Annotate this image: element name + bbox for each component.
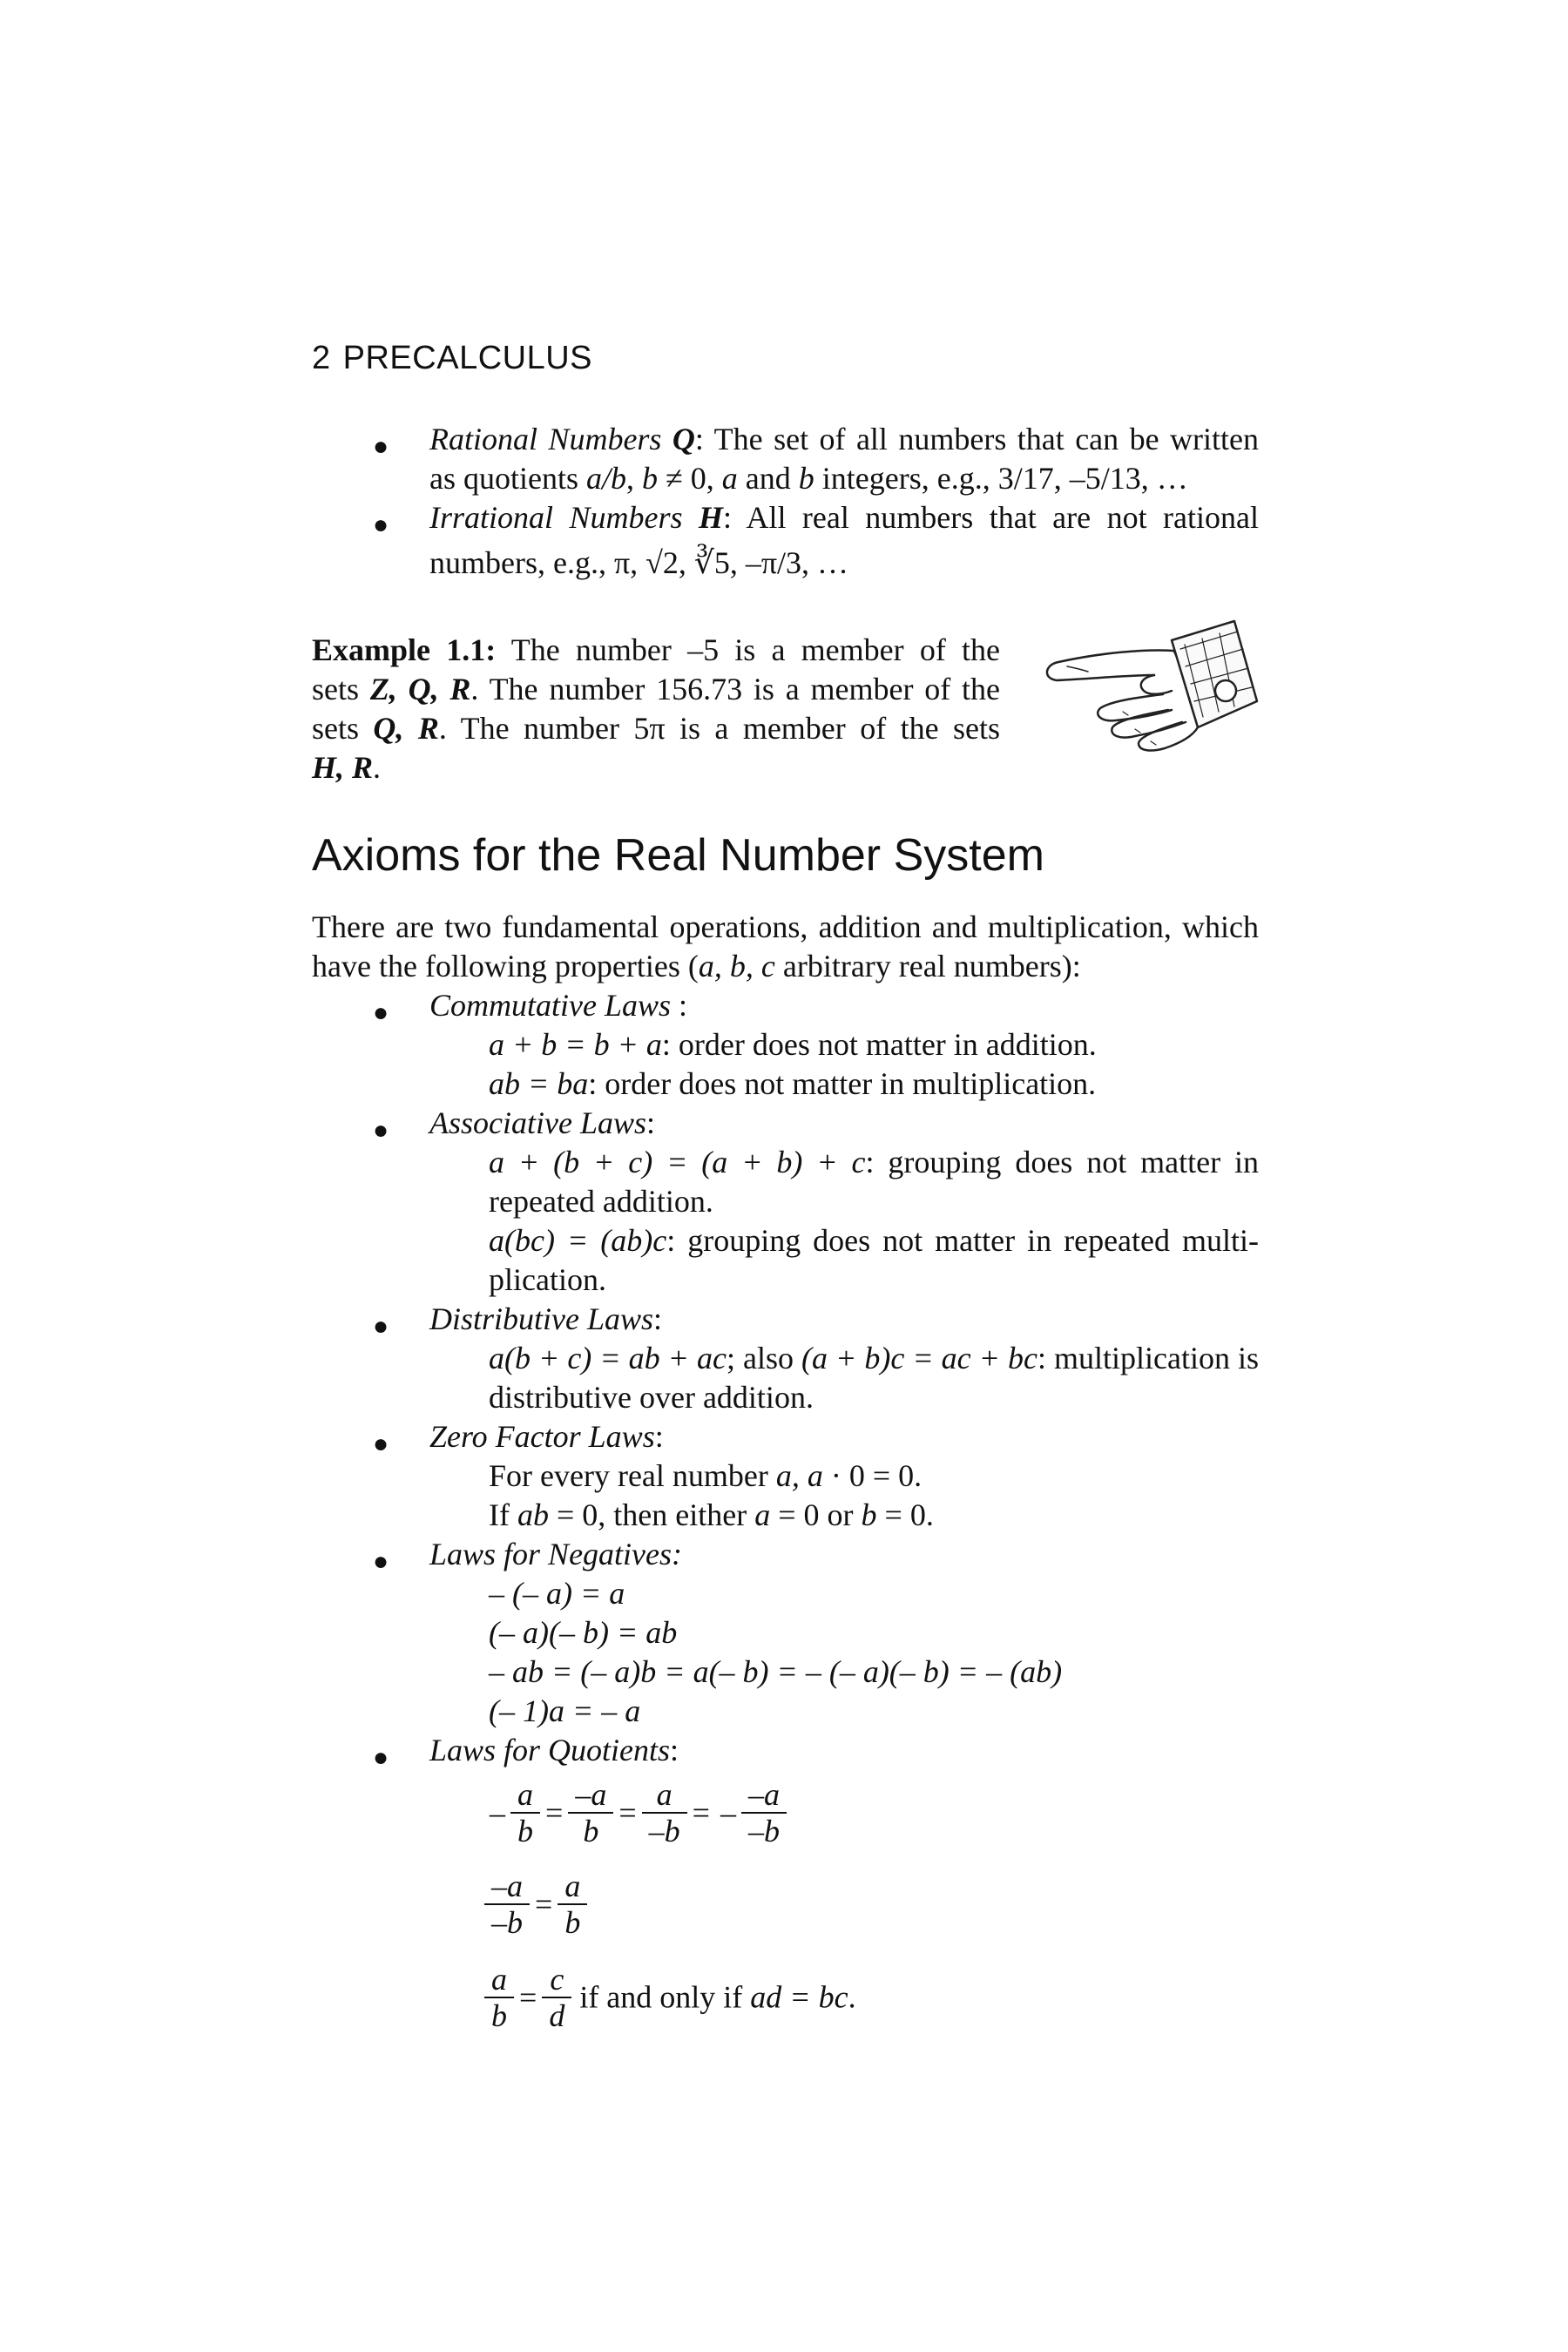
zero-factor-line-1: For every real number a, a · 0 = 0. (489, 1458, 923, 1493)
irrational-line-1: Irrational Numbers H: All real numbers that are not rational (429, 500, 1260, 535)
bullet: ● (373, 1743, 389, 1772)
associative-line-2: a(bc) = (ab)c: grouping does not matter in repeated multi- (489, 1223, 1260, 1258)
negatives-law-1: – (– a) = a (489, 1576, 625, 1611)
zero-factor-line-2: If ab = 0, then either a = 0 or b = 0. (489, 1497, 934, 1532)
commutative-line-2: ab = ba: order does not matter in multiplication. (489, 1066, 1097, 1101)
commutative-line-1: a + b = b + a: order does not matter in addition. (489, 1027, 1097, 1062)
quotients-label: Laws for Quotients: (429, 1733, 679, 1767)
quotient-law-3: $\frac{a}{b}$ = $\frac{c}{d}$ if and only if ad = bc. (484, 1962, 856, 2033)
distributive-label: Distributive Laws: (429, 1301, 663, 1336)
bullet: ● (373, 1547, 389, 1576)
example-line-4: H, R. (312, 750, 382, 785)
distributive-line-1: a(b + c) = ab + ac; also (a + b)c = ac + bc: multiplication is (489, 1341, 1259, 1375)
distributive-line-1-cont: distributive over addition. (489, 1380, 814, 1415)
intro-line-2: have the following properties (a, b, c arbitrary real numbers): (312, 949, 1081, 983)
bullet: ● (373, 432, 389, 461)
quotient-law-2: $\frac{-a}{-b}$ = $\frac{a}{b}$ (484, 1869, 587, 1940)
negatives-law-3: – ab = (– a)b = a(– b) = – (– a)(– b) = – (ab) (489, 1654, 1063, 1689)
bullet: ● (373, 510, 389, 539)
section-title: Axioms for the Real Number System (312, 830, 1044, 881)
negatives-label: Laws for Negatives: (429, 1537, 683, 1571)
running-header (312, 340, 592, 377)
example-line-2: sets Z, Q, R. The number 156.73 is a member of the (312, 672, 1001, 706)
commutative-label: Commutative Laws : (429, 988, 688, 1023)
intro-line-1: There are two fundamental operations, addition and multiplication, which (312, 909, 1259, 944)
example-line-3: sets Q, R. The number 5π is a member of the sets (312, 711, 1001, 746)
rational-line-1: Rational Numbers Q: The set of all numbers that can be written (429, 422, 1259, 456)
quotient-law-1: – $\frac{a}{b}$ = $\frac{-a}{b}$ = $\frac{a}{-b}$ = – $\frac{-a}{-b}$ (484, 1777, 787, 1848)
page-number: 2 (312, 340, 331, 376)
bullet: ● (373, 1116, 389, 1145)
negatives-law-4: (– 1)a = – a (489, 1693, 641, 1728)
associative-line-2-cont: plication. (489, 1262, 606, 1297)
zero-factor-label: Zero Factor Laws: (429, 1419, 664, 1454)
pointing-hand-illustration (1032, 614, 1263, 762)
associative-label: Associative Laws: (429, 1105, 656, 1140)
example-line-1: Example 1.1: The number –5 is a member of the (312, 632, 1000, 667)
rational-line-2: as quotients a/b, b ≠ 0, a and b integers, e.g., 3/17, –5/13, … (429, 461, 1188, 496)
irrational-line-2: numbers, e.g., π, √2, ∛5, –π/3, … (429, 545, 849, 580)
negatives-law-2: (– a)(– b) = ab (489, 1615, 678, 1650)
associative-line-1: a + (b + c) = (a + b) + c: grouping does not matter in (489, 1145, 1259, 1179)
bullet: ● (373, 998, 389, 1027)
bullet: ● (373, 1429, 389, 1458)
associative-line-1-cont: repeated addition. (489, 1184, 713, 1219)
bullet: ● (373, 1312, 389, 1341)
running-title: PRECALCULUS (342, 340, 593, 376)
